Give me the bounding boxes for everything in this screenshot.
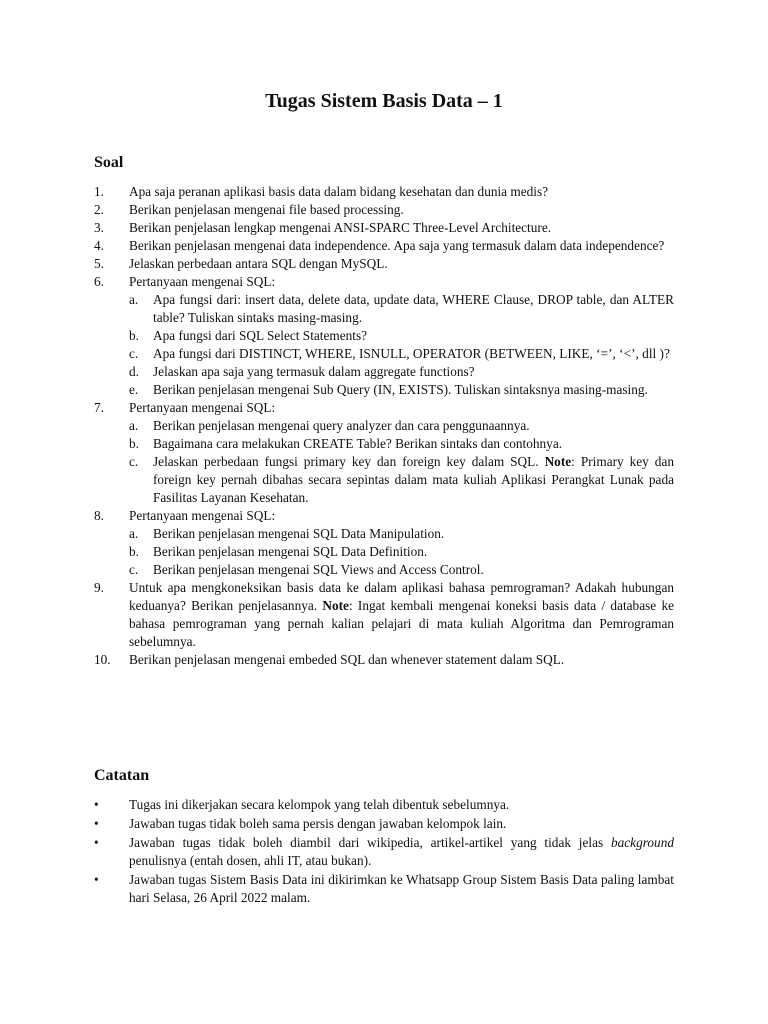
text-run: Apa fungsi dari DISTINCT, WHERE, ISNULL, OPERATOR (BETWEEN, LIKE, ‘=’, ‘<’, dll )? — [153, 346, 670, 361]
note-item — [94, 796, 674, 814]
sub-question-letter: e. — [129, 382, 139, 397]
sub-question-list — [129, 417, 674, 507]
question-list — [94, 183, 674, 669]
sub-question-text — [153, 417, 674, 435]
soal-heading: Soal — [94, 154, 124, 171]
text-run: Pertanyaan mengenai SQL: — [129, 508, 276, 523]
question-number: 1. — [94, 184, 104, 199]
question-number: 5. — [94, 256, 104, 271]
text-run: Berikan penjelasan mengenai file based processing. — [129, 202, 404, 217]
text-run: Berikan penjelasan mengenai SQL Data Definition. — [153, 544, 428, 559]
text-run: Untuk apa mengkoneksikan basis data ke dalam aplikasi bahasa pemrograman? Adakah hubungan keduanya? Berikan penjelasannya. — [129, 580, 674, 613]
text-run: Tugas ini dikerjakan secara kelompok yang telah dibentuk sebelumnya. — [129, 797, 510, 812]
sub-question-item — [129, 453, 674, 507]
document-title: Tugas Sistem Basis Data – 1 — [265, 90, 503, 112]
question-item — [94, 273, 674, 399]
text-run: Jelaskan apa saja yang termasuk dalam aggregate functions? — [153, 364, 475, 379]
question-number: 2. — [94, 202, 104, 217]
question-number: 4. — [94, 238, 104, 253]
text-run: Berikan penjelasan lengkap mengenai ANSI-SPARC Three-Level Architecture. — [129, 220, 552, 235]
sub-question-letter: c. — [129, 346, 139, 361]
text-run: Apa fungsi dari: insert data, delete data, update data, WHERE Clause, DROP table, dan ALTER table? Tuliskan sintaks masing-masing. — [153, 292, 674, 325]
sub-question-text — [153, 345, 674, 363]
sub-question-item — [129, 345, 674, 363]
question-text — [129, 273, 674, 291]
sub-question-letter: a. — [129, 292, 139, 307]
sub-question-item — [129, 543, 674, 561]
text-run: Jelaskan perbedaan antara SQL dengan MySQL. — [129, 256, 388, 271]
question-number: 7. — [94, 400, 104, 415]
note-text — [129, 871, 674, 907]
note-text — [129, 834, 674, 870]
question-item — [94, 399, 674, 507]
sub-question-letter: b. — [129, 436, 139, 451]
note-item — [94, 871, 674, 907]
text-run: Jawaban tugas Sistem Basis Data ini dikirimkan ke Whatsapp Group Sistem Basis Data paling lambat hari Selasa, 26 April 2022 malam. — [129, 872, 674, 905]
sub-question-text — [153, 543, 674, 561]
question-number: 6. — [94, 274, 104, 289]
question-text — [129, 399, 674, 417]
text-run: Berikan penjelasan mengenai SQL Data Manipulation. — [153, 526, 445, 541]
question-text — [129, 183, 674, 201]
note-item — [94, 815, 674, 833]
note-item — [94, 834, 674, 870]
text-run: Jawaban tugas tidak boleh sama persis dengan jawaban kelompok lain. — [129, 816, 507, 831]
bold-text: Note — [544, 454, 572, 469]
sub-question-item — [129, 291, 674, 327]
question-number: 8. — [94, 508, 104, 523]
text-run: : Ingat kembali mengenai koneksi basis data / database ke bahasa pemrograman yang pernah kalian pelajari di mata kuliah Algoritma dan Pemrograman sebelumnya. — [129, 598, 674, 649]
bullet-icon: • — [94, 872, 99, 887]
text-run: Apa saja peranan aplikasi basis data dalam bidang kesehatan dan dunia medis? — [129, 184, 549, 199]
sub-question-text — [153, 381, 674, 399]
text-run: : Primary key dan foreign key pernah dibahas secara sepintas dalam mata kuliah Aplikasi Perangkat Lunak pada Fasilitas Layanan Kesehatan. — [153, 454, 674, 505]
sub-question-text — [153, 453, 674, 507]
sub-question-letter: d. — [129, 364, 139, 379]
sub-question-item — [129, 381, 674, 399]
sub-question-text — [153, 327, 674, 345]
text-run: Berikan penjelasan mengenai Sub Query (IN, EXISTS). Tuliskan sintaksnya masing-masing. — [153, 382, 648, 397]
question-number: 10. — [94, 652, 111, 667]
bold-text: Note — [322, 598, 349, 613]
question-text — [129, 237, 674, 255]
question-item — [94, 255, 674, 273]
sub-question-text — [153, 435, 674, 453]
sub-question-list — [129, 525, 674, 579]
text-run: Jawaban tugas tidak boleh diambil dari wikipedia, artikel-artikel yang tidak jelas — [129, 835, 611, 850]
text-run: penulisnya (entah dosen, ahli IT, atau bukan). — [129, 853, 372, 868]
text-run: Berikan penjelasan mengenai embeded SQL dan whenever statement dalam SQL. — [129, 652, 565, 667]
sub-question-letter: c. — [129, 562, 139, 577]
bullet-icon: • — [94, 797, 99, 812]
sub-question-text — [153, 291, 674, 327]
note-text — [129, 796, 674, 814]
question-number: 9. — [94, 580, 104, 595]
question-item — [94, 183, 674, 201]
italic-text: background — [610, 835, 674, 850]
sub-question-item — [129, 435, 674, 453]
sub-question-item — [129, 525, 674, 543]
question-item — [94, 219, 674, 237]
question-number: 3. — [94, 220, 104, 235]
text-run: Pertanyaan mengenai SQL: — [129, 400, 276, 415]
sub-question-item — [129, 327, 674, 345]
question-item — [94, 507, 674, 579]
sub-question-letter: b. — [129, 544, 139, 559]
text-run: Berikan penjelasan mengenai data independence. Apa saja yang termasuk dalam data independence? — [129, 238, 665, 253]
sub-question-letter: a. — [129, 526, 139, 541]
bullet-icon: • — [94, 835, 99, 850]
question-text — [129, 201, 674, 219]
question-text — [129, 507, 674, 525]
question-text — [129, 255, 674, 273]
text-run: Apa fungsi dari SQL Select Statements? — [153, 328, 368, 343]
question-text — [129, 219, 674, 237]
question-item — [94, 201, 674, 219]
sub-question-item — [129, 363, 674, 381]
sub-question-letter: c. — [129, 454, 139, 469]
sub-question-text — [153, 363, 674, 381]
question-item — [94, 237, 674, 255]
sub-question-text — [153, 525, 674, 543]
question-item — [94, 651, 674, 669]
sub-question-letter: b. — [129, 328, 139, 343]
sub-question-item — [129, 417, 674, 435]
notes-list — [94, 796, 674, 908]
text-run: Bagaimana cara melakukan CREATE Table? Berikan sintaks dan contohnya. — [153, 436, 563, 451]
question-text — [129, 651, 674, 669]
sub-question-letter: a. — [129, 418, 139, 433]
text-run: Pertanyaan mengenai SQL: — [129, 274, 276, 289]
text-run: Berikan penjelasan mengenai query analyzer dan cara penggunaannya. — [153, 418, 530, 433]
text-run: Berikan penjelasan mengenai SQL Views and Access Control. — [153, 562, 484, 577]
sub-question-list — [129, 291, 674, 399]
note-text — [129, 815, 674, 833]
sub-question-text — [153, 561, 674, 579]
question-item — [94, 579, 674, 651]
catatan-heading: Catatan — [94, 767, 150, 784]
bullet-icon: • — [94, 816, 99, 831]
sub-question-item — [129, 561, 674, 579]
text-run: Jelaskan perbedaan fungsi primary key dan foreign key dalam SQL. — [153, 454, 545, 469]
question-text — [129, 579, 674, 651]
